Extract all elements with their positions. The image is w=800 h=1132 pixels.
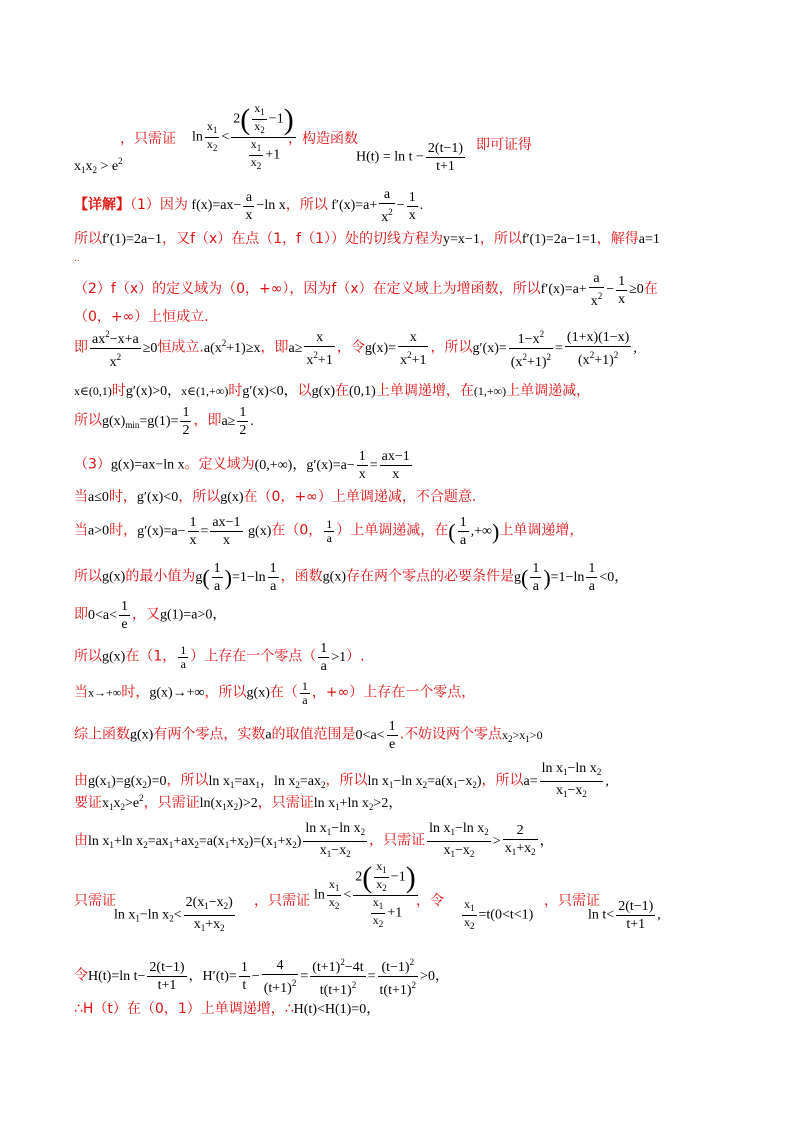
formula: g(x)=ax−ln x bbox=[110, 457, 185, 473]
detail-line-4 bbox=[74, 270, 658, 310]
formula: $\frac{1}{a}$ >1 bbox=[320, 641, 347, 674]
text: ，所以 bbox=[430, 339, 473, 356]
header-text-3: 即可证得 bbox=[476, 137, 532, 153]
detail-line-10 bbox=[74, 486, 476, 506]
formula: (0,1) bbox=[349, 384, 376, 399]
text: ，所以 bbox=[481, 772, 524, 789]
text: 的取值范围是 bbox=[271, 726, 356, 743]
formula: g( $\frac{1}{a}$ )=1−ln $\frac{1}{a}$ <0， bbox=[514, 561, 629, 594]
text: 有两个零点，实数 bbox=[153, 726, 266, 743]
formula: $\ln x_1+\ln$ $x_2>2$， bbox=[313, 796, 403, 812]
formula: x→+∞ bbox=[88, 685, 122, 700]
text: 上单调递减， bbox=[506, 383, 591, 399]
condition-x1x2: $x_1x_2 > e^2$ bbox=[74, 156, 123, 175]
formula: H(t)=ln t− $\frac{2(t-1)}{t+1}$ ，H′(t)= $\frac{1}{t}$ − $\frac{4}{(t+1)^2}$ = $\frac{(t+1)^2-4t}{t(t+1)^2}$ = $\frac{(t-1)^2}{t(t+1)^2}$ >0， bbox=[88, 969, 449, 984]
formula: g′(x)>0， bbox=[125, 384, 182, 399]
text: 只需证 bbox=[74, 893, 116, 909]
detail-line-16 bbox=[74, 718, 543, 753]
text: f（x）在点（1，f（1））处的切线方程为 bbox=[190, 231, 444, 247]
formula: g′(x)<0 bbox=[136, 490, 179, 505]
text: 在 bbox=[335, 383, 349, 399]
formula: a bbox=[265, 727, 272, 743]
detail-line-19 bbox=[74, 820, 554, 863]
text: 综上函数 bbox=[74, 726, 130, 743]
formula: a≥ $\frac{x}{x^2+1}$ bbox=[288, 329, 333, 368]
text: 当 bbox=[74, 489, 88, 505]
text: 在（1， bbox=[125, 648, 177, 665]
text: ）上单调递减，在 bbox=[336, 522, 449, 539]
text: 以 bbox=[297, 383, 312, 399]
formula: (0,+∞)，g′(x)=a− $\frac{1}{x}$ = $\frac{ax-1}{x}$ bbox=[254, 449, 410, 482]
formula: (1,+∞) bbox=[473, 384, 507, 398]
text: （1）因为 bbox=[130, 197, 188, 214]
text: 时， bbox=[109, 522, 138, 539]
text: ，即 bbox=[260, 339, 289, 356]
formula: $g(x_1)=g(x_2)=0$ bbox=[88, 773, 167, 790]
detail-line-9 bbox=[74, 448, 414, 483]
detail-line-11 bbox=[74, 514, 583, 549]
header-line bbox=[74, 96, 774, 176]
formula: g′(x)=a− $\frac{1}{x}$ = $\frac{ax-1}{x}$ g(x) bbox=[137, 515, 272, 548]
formula: a≥ $\frac{1}{2}$ . bbox=[221, 405, 254, 438]
text: 所以 bbox=[74, 648, 102, 665]
text: ，令 bbox=[416, 893, 444, 909]
text: ，所以 bbox=[178, 489, 221, 505]
formula: g(x) bbox=[311, 384, 335, 399]
text: 存在两个零点的必要条件是 bbox=[346, 568, 514, 585]
formula: $\ln x_1-\ln$ $x_2=a(x_1-x_2)$ bbox=[367, 773, 482, 790]
formula: $\frac{1}{a}$ bbox=[180, 643, 187, 671]
formula-fprime: f′(x)=a+ $\frac{a}{x^2}$ − $\frac{1}{x}$ . bbox=[327, 187, 424, 225]
text: ，所以 bbox=[166, 772, 209, 789]
formula: x∈(1,+∞) bbox=[181, 384, 229, 398]
text: 时， bbox=[121, 684, 150, 701]
formula: g(x) bbox=[130, 727, 154, 743]
formula: ln $\frac{x_1}{x_2}$ < 2( $\frac{x_1}{x_2}$ −1) $\frac{x_1}{x_2}$ +1 bbox=[314, 859, 416, 929]
text: ，只需证 bbox=[143, 795, 200, 811]
formula: $x_1x_2>e^2$ bbox=[102, 793, 144, 812]
header-ineq: ln $\frac{x_1}{x_2}$ < 2( $\frac{x_1}{x_2}$ −1) $\frac{x_1}{x_2}$ +1 bbox=[192, 101, 294, 171]
text: ）上存在一个零点（ bbox=[190, 648, 317, 665]
formula: g(1)=a>0， bbox=[160, 607, 227, 623]
text: ，函数 bbox=[280, 568, 323, 585]
formula: a>0 bbox=[88, 523, 110, 539]
text: 上单调递增， bbox=[499, 522, 584, 539]
formula: g′(x)= $\frac{1-x^2}{(x^2+1)^2}$ = $\frac{(1+x)(1-x)}{(x^2+1)^2}$ , bbox=[472, 341, 636, 356]
text: 由 bbox=[74, 772, 88, 789]
text: ，解得 bbox=[596, 231, 639, 247]
formula: x∈(0,1) bbox=[74, 384, 112, 398]
detail-line-8 bbox=[74, 404, 254, 439]
formula: 0<a< $\frac{1}{e}$ bbox=[88, 599, 129, 632]
formula: a= $\frac{\ln x_1-\ln x_2}{x_1-x_2}$ , bbox=[523, 761, 609, 799]
text: （3） bbox=[74, 456, 111, 473]
text: 所以 bbox=[74, 568, 102, 585]
text: 时， bbox=[108, 489, 137, 505]
detail-line-13 bbox=[74, 598, 226, 633]
formula: g(x) bbox=[102, 569, 126, 585]
text: ，只需证 bbox=[369, 832, 426, 849]
text: 上单调递增，在 bbox=[375, 383, 474, 399]
detail-line-22 bbox=[74, 998, 380, 1018]
detail-line-20 bbox=[74, 858, 774, 940]
text: 在（0，+∞）上单调递减，不合题意. bbox=[243, 489, 477, 505]
text: 即 bbox=[74, 339, 88, 356]
detail-line-14 bbox=[74, 640, 365, 675]
detail-line-2 bbox=[74, 228, 660, 248]
text: 要证 bbox=[74, 795, 102, 811]
formula: $\ln x_1-\ln$ $x_2<$ $\frac{2(x_1-x_2)}{x_1+x_2}$ bbox=[114, 895, 233, 933]
formula: g(x) bbox=[102, 649, 126, 665]
formula: $\frac{1}{a}$ bbox=[326, 517, 333, 545]
text: 所以 bbox=[74, 412, 102, 429]
formula-f: f(x)=ax− $\frac{a}{x}$ −ln x bbox=[187, 189, 286, 223]
detail-label: 【详解】 bbox=[74, 197, 130, 214]
formula: g(x)= $\frac{x}{x^2+1}$ bbox=[364, 329, 427, 368]
text: 所以 bbox=[74, 231, 102, 247]
formula: g(x) bbox=[322, 569, 346, 585]
detail-line-7 bbox=[74, 380, 590, 400]
formula: g(x)→+∞ bbox=[149, 685, 205, 701]
formula: g( $\frac{1}{a}$ )=1−ln $\frac{1}{a}$ bbox=[195, 561, 277, 594]
text: ，所以 bbox=[479, 231, 522, 247]
detail-line-5 bbox=[74, 306, 209, 326]
text: ，即 bbox=[193, 412, 222, 429]
formula: 0<a< $\frac{1}{e}$ bbox=[355, 719, 396, 752]
detail-line-18 bbox=[74, 792, 402, 812]
formula: $\ln x_1=ax_1$，$\ln x_2=ax_2$ bbox=[208, 773, 326, 790]
text: 时 bbox=[111, 383, 126, 399]
text: .. bbox=[74, 254, 80, 264]
text: ，又 bbox=[132, 606, 161, 623]
formula: ln t< $\frac{2(t-1)}{t+1}$ , bbox=[588, 899, 661, 932]
header-text-2: ，构造函数 bbox=[288, 131, 358, 147]
detail-line-3 bbox=[74, 246, 80, 265]
text: 当 bbox=[74, 522, 88, 539]
text: 时 bbox=[228, 383, 243, 399]
formula: f′(x)=a+ $\frac{a}{x^2}$ − $\frac{1}{x}$ ≥0 bbox=[540, 271, 644, 309]
formula: y=x−1 bbox=[443, 232, 480, 247]
text: 的最小值为 bbox=[125, 568, 196, 585]
header-text-1: ，只需证 bbox=[120, 131, 176, 147]
text: 。定义域为 bbox=[184, 456, 255, 473]
formula: $\frac{1}{a}$ bbox=[301, 679, 308, 707]
formula: H(t)<H(1)=0， bbox=[293, 1002, 381, 1017]
formula: f′(1)=2a−1=1 bbox=[521, 232, 597, 247]
detail-line-15 bbox=[74, 680, 475, 707]
text: 在 bbox=[643, 281, 658, 298]
text: 在（ bbox=[269, 684, 298, 701]
text: ∴H（t）在（0，1）上单调递增，∴ bbox=[74, 1001, 294, 1017]
formula: $\ln x_1+\ln$ $x_2=ax_1+ax_2=a(x_1+x_2)=(x_1+x_2)$ $\frac{\ln x_1-\ln x_2}{x_1-x_2}$ bbox=[88, 821, 366, 859]
text: ，只需证 bbox=[544, 893, 600, 909]
text: ，只需证 bbox=[257, 795, 314, 811]
text: 令 bbox=[74, 967, 88, 984]
formula: $\frac{x_1}{x_2}$ =t(0<t<1) bbox=[464, 897, 534, 931]
detail-line-6 bbox=[74, 326, 637, 371]
text: ，又 bbox=[162, 231, 191, 247]
header-H: H(t) = ln t − $\frac{2(t-1)}{t+1}$ bbox=[356, 141, 464, 174]
detail-line-12 bbox=[74, 560, 628, 595]
text: ，只需证 bbox=[254, 893, 310, 909]
formula: f′(1)=2a−1 bbox=[102, 232, 163, 247]
text: 即 bbox=[74, 606, 88, 623]
text: ，+∞）上存在一个零点， bbox=[311, 684, 476, 701]
formula: $\frac{\ln x_1-\ln x_2}{x_1-x_2}$ > $\frac{2}{x_1+x_2}$ ， bbox=[429, 821, 554, 859]
formula: a=1 bbox=[638, 232, 660, 247]
text: ，所以 bbox=[325, 772, 368, 789]
detail-line-1 bbox=[74, 186, 423, 226]
formula: $g(x)_{min}=g(1)=$ $\frac{1}{2}$ bbox=[102, 405, 190, 438]
text: 由 bbox=[74, 832, 88, 849]
text: ）. bbox=[346, 648, 365, 665]
text: （0，+∞）上恒成立. bbox=[74, 309, 209, 325]
formula: g(x) bbox=[220, 490, 244, 505]
formula: g′(x)<0， bbox=[242, 384, 298, 399]
formula: $\ln(x_1x_2)>2$ bbox=[199, 796, 258, 812]
text: ，所以 bbox=[285, 197, 328, 214]
formula: g(x) bbox=[246, 685, 270, 701]
formula: a≤0 bbox=[88, 490, 109, 505]
text: 恒成立. bbox=[157, 339, 204, 356]
text: ，所以 bbox=[204, 684, 247, 701]
text: ，令 bbox=[336, 339, 365, 356]
text: 当 bbox=[74, 684, 88, 701]
formula: ( $\frac{1}{a}$ ,+∞) bbox=[448, 515, 500, 548]
formula: $a(x^2+1)\ge x$ bbox=[203, 337, 261, 356]
text: （2）f（x）的定义域为（0，+∞），因为f（x）在定义域上为增函数，所以 bbox=[74, 281, 541, 298]
formula: $x_2>x_1>0$ bbox=[502, 727, 543, 744]
formula: $\frac{ax^2-x+a}{x^2}$ ≥0 bbox=[88, 341, 157, 356]
text: 在（0， bbox=[271, 522, 323, 539]
text: .不妨设两个零点 bbox=[399, 726, 503, 743]
detail-line-21 bbox=[74, 954, 449, 999]
